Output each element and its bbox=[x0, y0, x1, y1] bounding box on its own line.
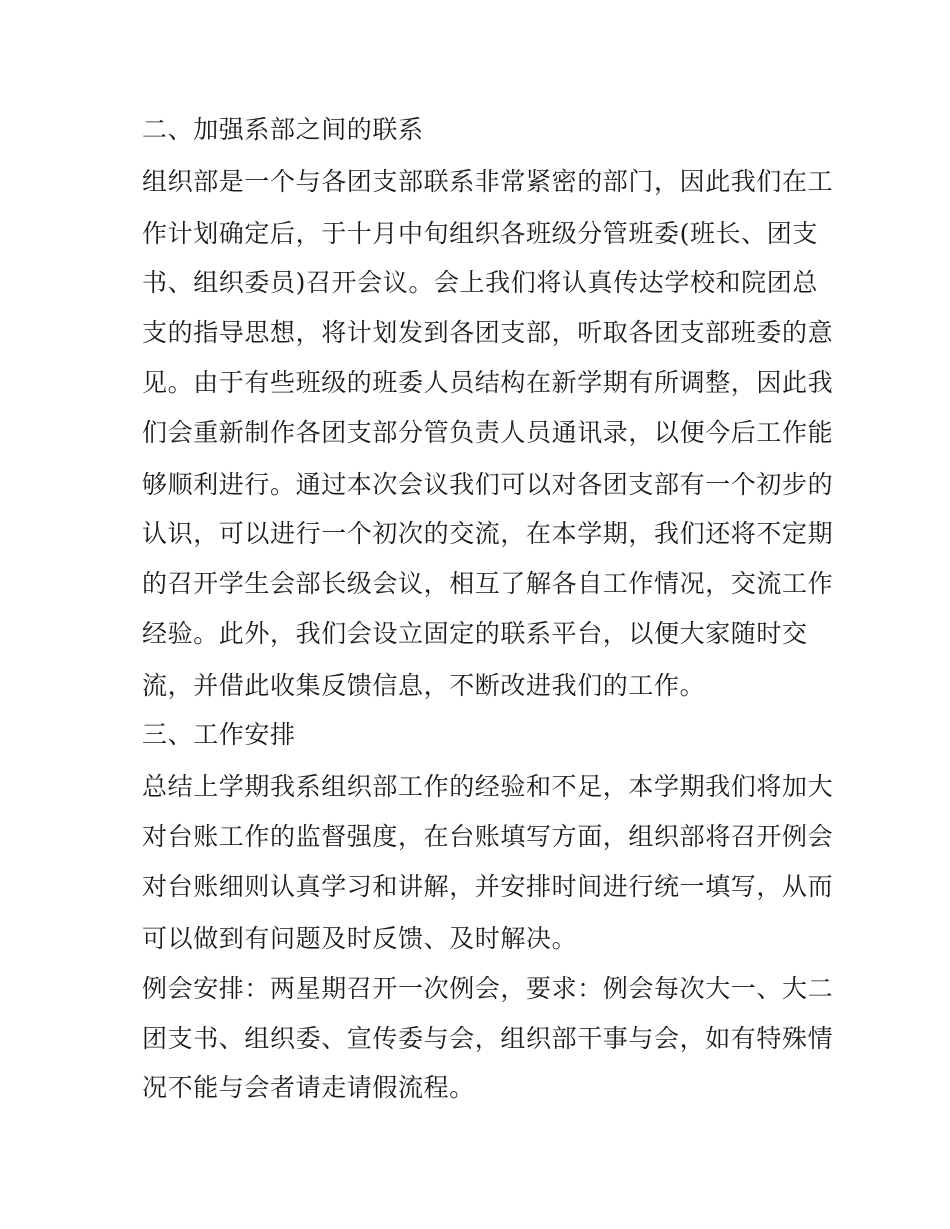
paragraph-line: 对台账细则认真学习和讲解，并安排时间进行统一填写，从而 bbox=[142, 872, 834, 901]
paragraph-line: 支的指导思想，将计划发到各团支部，听取各团支部班委的意 bbox=[142, 318, 834, 347]
paragraph-line: 们会重新制作各团支部分管负责人员通讯录，以便今后工作能 bbox=[142, 418, 834, 447]
paragraph-line: 组织部是一个与各团支部联系非常紧密的部门，因此我们在工 bbox=[142, 167, 834, 196]
paragraph-line: 可以做到有问题及时反馈、及时解决。 bbox=[142, 924, 578, 953]
paragraph-line: 流，并借此收集反馈信息，不断改进我们的工作。 bbox=[142, 671, 706, 700]
paragraph-line: 作计划确定后，于十月中旬组织各班级分管班委(班长、团支 bbox=[142, 219, 818, 248]
paragraph-line: 的召开学生会部长级会议，相互了解各自工作情况，交流工作 bbox=[142, 569, 834, 598]
paragraph-line: 对台账工作的监督强度，在台账填写方面，组织部将召开例会 bbox=[142, 822, 834, 851]
paragraph-line: 例会安排：两星期召开一次例会，要求：例会每次大一、大二 bbox=[142, 974, 834, 1003]
section-heading-3: 三、工作安排 bbox=[142, 720, 296, 749]
paragraph-line: 总结上学期我系组织部工作的经验和不足，本学期我们将加大 bbox=[142, 772, 834, 801]
paragraph-line: 够顺利进行。通过本次会议我们可以对各团支部有一个初步的 bbox=[142, 470, 834, 499]
paragraph-line: 书、组织委员)召开会议。会上我们将认真传达学校和院团总 bbox=[142, 268, 818, 297]
paragraph-line: 见。由于有些班级的班委人员结构在新学期有所调整，因此我 bbox=[142, 368, 834, 397]
paragraph-line: 况不能与会者请走请假流程。 bbox=[142, 1073, 475, 1102]
paragraph-line: 认识，可以进行一个初次的交流，在本学期，我们还将不定期 bbox=[142, 519, 834, 548]
paragraph-line: 经验。此外，我们会设立固定的联系平台，以便大家随时交 bbox=[142, 619, 808, 648]
section-heading-2: 二、加强系部之间的联系 bbox=[142, 115, 424, 144]
paragraph-line: 团支书、组织委、宣传委与会，组织部干事与会，如有特殊情 bbox=[142, 1024, 834, 1053]
